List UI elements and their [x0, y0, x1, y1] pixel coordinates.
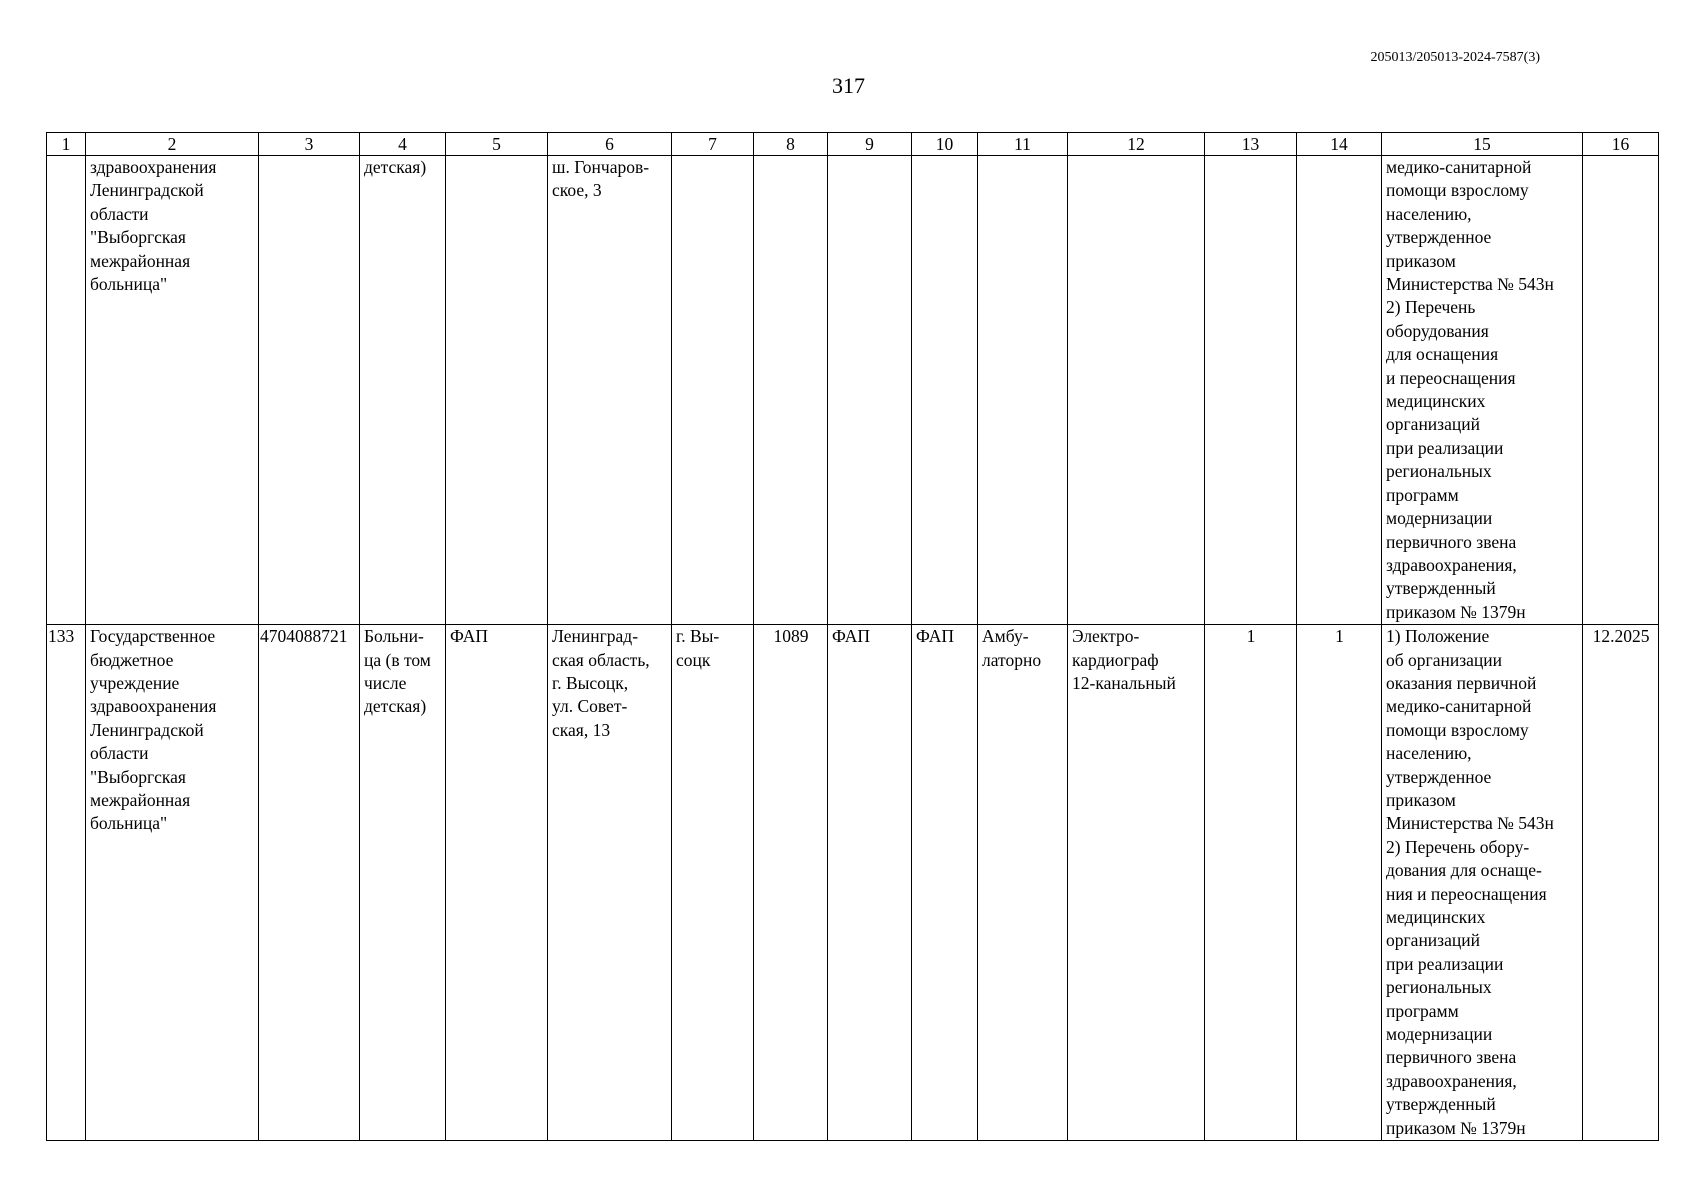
- cell-number: 133: [47, 625, 86, 1141]
- col-header-2: 2: [86, 133, 259, 156]
- cell-line: программ: [1386, 1000, 1459, 1021]
- col-header-4: 4: [360, 133, 446, 156]
- cell-population: 1089: [754, 625, 828, 1141]
- cell-line: медико-санитарной: [1386, 696, 1532, 717]
- col-header-8: 8: [754, 133, 828, 156]
- cell-line: Амбу-: [982, 626, 1029, 647]
- cell-line: утвержденное: [1386, 227, 1492, 248]
- cell-line: населению,: [1386, 203, 1472, 224]
- cell-line: 2) Перечень обору-: [1386, 836, 1530, 857]
- cell-line: населению,: [1386, 743, 1472, 764]
- cell-line: "Выборгская: [90, 766, 186, 787]
- cell-line: Ленинград-: [552, 626, 639, 647]
- cell-inn: [259, 156, 360, 625]
- cell-line: ш. Гончаров-: [552, 157, 650, 177]
- cell-line: Государственное: [90, 626, 216, 647]
- cell-care-condition: [978, 156, 1068, 625]
- cell-line: Ленинградской: [90, 180, 204, 201]
- cell-line: "Выборгская: [90, 227, 186, 248]
- page-number: 317: [832, 73, 865, 98]
- cell-equipment: [1068, 156, 1205, 625]
- cell-line: ское, 3: [552, 180, 602, 201]
- cell-line: области: [90, 743, 149, 764]
- cell-line: утвержденный: [1386, 1094, 1496, 1115]
- cell-line: детская): [364, 157, 427, 177]
- cell-line: приказом № 1379н: [1386, 601, 1526, 622]
- cell-line: больница": [90, 813, 168, 834]
- cell-line: больница": [90, 274, 168, 295]
- cell-line: ская, 13: [552, 719, 611, 740]
- col-header-1: 1: [47, 133, 86, 156]
- cell-line: дования для оснаще-: [1386, 860, 1542, 881]
- cell-line: Электро-: [1072, 626, 1140, 647]
- cell-line: медицинских: [1386, 907, 1486, 927]
- cell-col10: ФАП: [912, 625, 978, 1141]
- cell-line: приказом: [1386, 789, 1456, 810]
- cell-organization: [86, 156, 259, 625]
- cell-line: 2) Перечень: [1386, 297, 1476, 318]
- col-header-12: 12: [1068, 133, 1205, 156]
- cell-line: медицинских: [1386, 391, 1486, 412]
- cell-care-condition: [978, 625, 1068, 1141]
- cell-line: 12-канальный: [1072, 672, 1176, 693]
- cell-inn: 4704088721: [259, 625, 360, 1141]
- col-header-11: 11: [978, 133, 1068, 156]
- cell-line: при реализации: [1386, 437, 1504, 458]
- cell-line: медико-санитарной: [1386, 157, 1532, 177]
- cell-line: для оснащения: [1386, 344, 1499, 365]
- col-header-16: 16: [1583, 133, 1659, 156]
- cell-col13: [1205, 156, 1297, 625]
- cell-line: бюджетное: [90, 649, 174, 670]
- cell-line: утвержденный: [1386, 578, 1496, 599]
- cell-address: [548, 625, 672, 1141]
- cell-line: Министерства № 543н: [1386, 813, 1554, 834]
- cell-locality: [672, 156, 754, 625]
- cell-line: здравоохранения: [90, 157, 217, 177]
- cell-facility-type: [360, 156, 446, 625]
- cell-line: модернизации: [1386, 1024, 1493, 1045]
- cell-line: Ленинградской: [90, 719, 204, 740]
- cell-line: числе: [364, 672, 407, 693]
- col-header-15: 15: [1382, 133, 1583, 156]
- cell-line: Министерства № 543н: [1386, 274, 1554, 295]
- cell-line: межрайонная: [90, 250, 191, 271]
- cell-col14: [1297, 156, 1382, 625]
- cell-line: региональных: [1386, 977, 1492, 998]
- col-header-7: 7: [672, 133, 754, 156]
- cell-line: ская область,: [552, 649, 650, 670]
- cell-date: 12.2025: [1583, 625, 1659, 1141]
- cell-line: об организации: [1386, 649, 1502, 670]
- cell-locality: [672, 625, 754, 1141]
- cell-line: первичного звена: [1386, 531, 1517, 552]
- cell-basis: [1382, 156, 1583, 625]
- cell-line: г. Высоцк,: [552, 672, 629, 693]
- cell-line: здравоохранения: [90, 696, 217, 717]
- col-header-3: 3: [259, 133, 360, 156]
- cell-line: организаций: [1386, 414, 1480, 435]
- cell-unit-type: [446, 156, 548, 625]
- cell-line: ния и переоснащения: [1386, 883, 1547, 904]
- cell-col13: 1: [1205, 625, 1297, 1141]
- cell-facility-type: [360, 625, 446, 1141]
- cell-line: и переоснащения: [1386, 367, 1516, 388]
- col-header-10: 10: [912, 133, 978, 156]
- cell-line: соцк: [676, 649, 711, 670]
- cell-line: организаций: [1386, 930, 1480, 951]
- cell-col9: ФАП: [828, 625, 912, 1141]
- cell-line: утвержденное: [1386, 766, 1492, 787]
- table-row: [47, 625, 1659, 1141]
- cell-basis: [1382, 625, 1583, 1141]
- cell-line: оказания первичной: [1386, 672, 1537, 693]
- cell-line: межрайонная: [90, 789, 191, 810]
- cell-line: помощи взрослому: [1386, 719, 1529, 740]
- cell-population: [754, 156, 828, 625]
- cell-line: ул. Совет-: [552, 696, 628, 717]
- col-header-14: 14: [1297, 133, 1382, 156]
- cell-address: [548, 156, 672, 625]
- cell-line: модернизации: [1386, 508, 1493, 529]
- col-header-5: 5: [446, 133, 548, 156]
- cell-line: региональных: [1386, 461, 1492, 482]
- equipment-table: [46, 132, 1659, 1141]
- cell-col9: [828, 156, 912, 625]
- cell-unit-type: ФАП: [446, 625, 548, 1141]
- cell-line: области: [90, 203, 149, 224]
- cell-line: при реализации: [1386, 953, 1504, 974]
- cell-line: помощи взрослому: [1386, 180, 1529, 201]
- cell-line: оборудования: [1386, 320, 1489, 341]
- cell-line: г. Вы-: [676, 626, 720, 647]
- cell-line: 1) Положение: [1386, 626, 1490, 647]
- cell-line: первичного звена: [1386, 1047, 1517, 1068]
- cell-col10: [912, 156, 978, 625]
- cell-line: латорно: [982, 649, 1042, 670]
- cell-line: программ: [1386, 484, 1459, 505]
- col-header-9: 9: [828, 133, 912, 156]
- cell-line: кардиограф: [1072, 649, 1159, 670]
- cell-line: детская): [364, 696, 427, 717]
- cell-line: здравоохранения,: [1386, 1070, 1517, 1091]
- cell-line: Больни-: [364, 626, 424, 647]
- col-header-13: 13: [1205, 133, 1297, 156]
- cell-date: [1583, 156, 1659, 625]
- cell-equipment: [1068, 625, 1205, 1141]
- cell-line: приказом: [1386, 250, 1456, 271]
- document-id: 205013/205013-2024-7587(3): [1370, 50, 1540, 65]
- cell-line: ца (в том: [364, 649, 431, 670]
- cell-organization: [86, 625, 259, 1141]
- table-row: [47, 156, 1659, 625]
- column-number-row: [47, 133, 1659, 156]
- cell-line: учреждение: [90, 672, 180, 693]
- cell-line: приказом № 1379н: [1386, 1117, 1526, 1138]
- cell-col14: 1: [1297, 625, 1382, 1141]
- cell-number: [47, 156, 86, 625]
- col-header-6: 6: [548, 133, 672, 156]
- cell-line: здравоохранения,: [1386, 554, 1517, 575]
